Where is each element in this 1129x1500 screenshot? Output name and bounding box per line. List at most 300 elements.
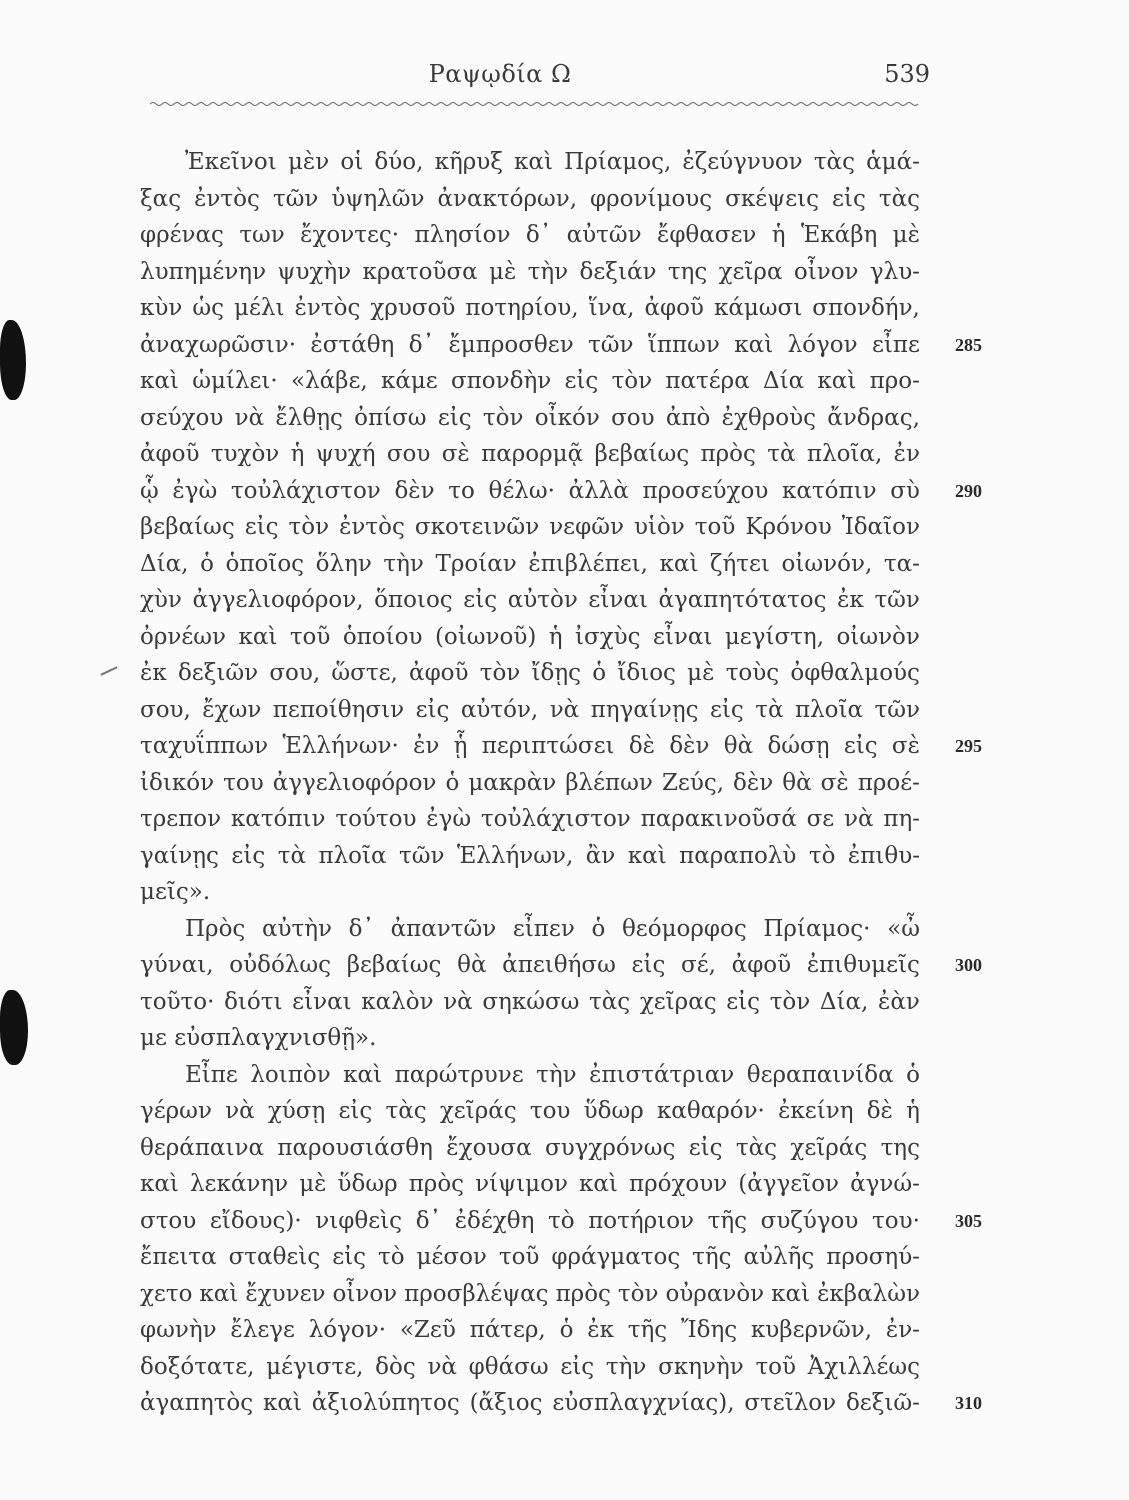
- text-line: [140, 620, 920, 654]
- word: δὲ: [866, 1098, 893, 1124]
- word: τοὐλάχιστον: [230, 477, 381, 504]
- word: πη-: [883, 806, 920, 832]
- word: τὸν: [482, 404, 524, 431]
- word: αὐτὸν: [507, 587, 578, 613]
- word: τὰς: [589, 988, 631, 1015]
- word: νίψιμον: [475, 1171, 568, 1197]
- word: σὺ: [890, 477, 920, 504]
- word: βεβαίως: [140, 514, 235, 540]
- word: νιφθεὶς: [315, 1207, 403, 1234]
- text-line: [140, 1021, 920, 1055]
- word: τῶν: [399, 842, 445, 869]
- binding-hole-top: [0, 320, 26, 400]
- word: αὐτὴν: [261, 915, 332, 942]
- word: εὐσπλαγχνισθῇ».: [174, 1025, 377, 1051]
- word: νὰ: [549, 696, 580, 723]
- line-number-285: 285: [955, 334, 982, 355]
- word: εἰς: [231, 842, 266, 869]
- text-line: [140, 802, 920, 836]
- word: τὰ: [755, 696, 784, 723]
- word: θέλω·: [488, 477, 555, 504]
- word: Δία,: [140, 550, 189, 577]
- word: ἔπειτα: [140, 1244, 217, 1270]
- word: τῆς: [692, 1244, 732, 1270]
- word: δὲν: [669, 733, 710, 759]
- word: δὲν: [394, 477, 435, 504]
- word: ὁποῖος: [225, 550, 305, 577]
- word: χεῖρας: [639, 988, 717, 1015]
- word: παρακινοῦσά: [640, 806, 797, 832]
- text-line: [140, 985, 920, 1019]
- word: ἀπαντῶν: [390, 915, 497, 942]
- word: χύσῃ: [267, 1098, 326, 1124]
- word: Δία: [762, 368, 805, 394]
- word: πρόχουν: [628, 1171, 728, 1197]
- word: ᾗ: [453, 733, 468, 759]
- word: τὸν: [288, 514, 330, 540]
- word: σέ,: [681, 952, 716, 978]
- word: ὅποιος: [374, 587, 453, 613]
- word: νὰ: [427, 1353, 457, 1380]
- word: χεῖράς: [439, 1098, 517, 1124]
- word: καὶ: [579, 1171, 618, 1197]
- word: καλὸν: [361, 988, 434, 1015]
- word: Ἴδης: [680, 1317, 738, 1343]
- word: φράγματος: [551, 1244, 681, 1270]
- word: Πρὸς: [185, 915, 246, 942]
- word: πλοῖα: [794, 696, 864, 723]
- line-number-290: 290: [955, 480, 982, 501]
- word: τὰς: [813, 149, 855, 175]
- word: σὲ: [891, 733, 920, 759]
- word: ἐχθροὺς: [721, 404, 817, 431]
- word: ἀγαπητότατος: [658, 587, 827, 613]
- word: ποτήριον: [588, 1207, 695, 1234]
- word: «ὦ: [887, 915, 920, 942]
- text-line: [140, 583, 920, 617]
- word: γύναι,: [140, 952, 214, 978]
- word: θὰ: [723, 733, 754, 759]
- word: Ἐκεῖνοι: [185, 149, 277, 175]
- word: τὴν: [536, 1061, 577, 1088]
- word: οἱ: [340, 149, 364, 175]
- word: ἔχυνεν: [245, 1280, 326, 1307]
- word: κρατοῦσα: [362, 258, 478, 285]
- word: λόγον·: [308, 1317, 387, 1343]
- word: ἀφοῦ: [731, 952, 792, 978]
- word: σταθεὶς: [228, 1244, 321, 1270]
- word: καὶ: [263, 1390, 302, 1416]
- word: προσβλέψας: [404, 1280, 549, 1307]
- line-number-310: 310: [955, 1393, 982, 1413]
- word: Πρίαμος·: [763, 915, 871, 942]
- word: μεῖς».: [140, 879, 211, 905]
- word: δεξιάν: [579, 258, 657, 285]
- word: «λάβε,: [290, 368, 368, 394]
- word: νὰ: [844, 806, 874, 832]
- word: (ἄξιος: [469, 1390, 543, 1416]
- word: ἀφοῦ: [644, 295, 704, 321]
- text-line: [140, 1350, 920, 1384]
- word: ἄνδρας,: [827, 404, 920, 431]
- word: ὁ: [445, 769, 460, 796]
- word: δ᾿: [525, 222, 552, 248]
- word: ἡ: [771, 222, 786, 248]
- word: οἶνον: [332, 1280, 398, 1307]
- word: ἐντὸς: [194, 185, 260, 212]
- word: ἐν-: [885, 1317, 920, 1343]
- word: σου,: [269, 660, 321, 686]
- word: ἀφοῦ: [140, 441, 200, 467]
- text-line: [140, 401, 920, 435]
- text-line: [140, 510, 920, 544]
- word: ἔφθασεν: [656, 222, 757, 248]
- word: νὰ: [225, 1098, 255, 1124]
- word: το: [448, 477, 475, 504]
- word: ἐπιθυ-: [847, 842, 920, 869]
- word: του·: [872, 1207, 920, 1234]
- text-line: [140, 948, 920, 982]
- word: παρορμᾷ: [481, 441, 584, 467]
- text-line: [140, 547, 920, 581]
- word: εἰς: [560, 1353, 595, 1380]
- word: καὶ: [140, 1171, 179, 1197]
- word: εἰς: [437, 404, 472, 431]
- word: μὲ: [489, 258, 517, 285]
- text-line: [140, 766, 920, 800]
- word: ἐπιστάτριαν: [589, 1061, 735, 1088]
- text-line: [140, 839, 920, 873]
- text-line: [140, 1240, 920, 1274]
- word: αὐλῆς: [743, 1244, 815, 1270]
- word: καὶ: [140, 368, 179, 394]
- word: τοῦ: [755, 1353, 796, 1380]
- word: τῆς: [707, 1207, 748, 1234]
- word: της: [667, 258, 708, 285]
- word: τούτου: [335, 806, 417, 832]
- word: προσηύ-: [826, 1244, 920, 1270]
- word: ἀνακτόρων,: [437, 185, 578, 212]
- word: οὐδόλως: [229, 952, 332, 978]
- word: ἐν: [413, 733, 440, 759]
- word: ταχυΐππων: [140, 733, 269, 759]
- word: τῶν: [272, 185, 319, 212]
- word: ὁ: [906, 1061, 920, 1088]
- word: καὶ: [771, 1280, 811, 1307]
- text-line: [140, 437, 920, 471]
- word: σκοτεινῶν: [414, 514, 540, 540]
- word: εἶναι: [652, 623, 713, 650]
- word: σὲ: [441, 441, 470, 467]
- word: ὀρνέων: [140, 623, 227, 650]
- word: ὁ: [200, 550, 214, 577]
- word: ψυχὴν: [277, 258, 352, 285]
- word: σὲ: [820, 769, 849, 796]
- page-number: 539: [884, 60, 930, 88]
- header-wavy-rule: [150, 101, 920, 107]
- word: ἡ: [906, 1098, 920, 1124]
- text-line: [140, 474, 920, 508]
- word: παραπολὺ: [679, 842, 797, 869]
- word: εἶπε: [871, 331, 920, 358]
- line-number-305: 305: [955, 1210, 982, 1231]
- word: ὑψηλῶν: [331, 185, 425, 212]
- word: δὲ: [628, 733, 656, 759]
- word: δ᾿: [408, 331, 435, 358]
- word: ἀπειθήσω: [502, 952, 616, 978]
- word: περιπτώσει: [481, 733, 615, 759]
- word: θὰ: [782, 769, 812, 796]
- word: τὴν: [383, 550, 424, 577]
- word: ὅλην: [315, 550, 372, 577]
- text-line: [140, 1313, 920, 1347]
- word: πρὸς: [700, 441, 756, 467]
- word: τῶν: [874, 587, 920, 613]
- word: «Ζεῦ: [399, 1317, 456, 1343]
- page-header-title: Ραψῳδία Ω: [428, 60, 572, 88]
- word: χρυσοῦ: [370, 295, 456, 321]
- word: τοῦτο·: [140, 988, 215, 1015]
- word: (οἰωνοῦ): [434, 623, 537, 650]
- word: γαίνῃς: [140, 842, 219, 869]
- word: παρουσιάσθη: [277, 1134, 433, 1161]
- word: καὶ: [514, 149, 553, 175]
- word: αὐτῶν: [566, 222, 642, 248]
- word: συγχρόνως: [545, 1134, 676, 1161]
- word: εἰς: [332, 1244, 367, 1270]
- word: ὡς: [192, 295, 225, 321]
- word: εἰς: [688, 1134, 723, 1161]
- word: τοὺς: [725, 660, 780, 686]
- word: εἴδους)·: [209, 1207, 302, 1234]
- text-line: [185, 912, 920, 946]
- word: εἰς: [244, 514, 279, 540]
- word: εἰς: [726, 988, 761, 1015]
- word: χὺν: [140, 587, 182, 613]
- word: ἐκείνη: [778, 1098, 854, 1124]
- word: Πρίαμος,: [564, 149, 672, 175]
- word: ἀγγελιοφόρον: [272, 769, 437, 796]
- word: τῶν: [588, 331, 634, 358]
- text-line: [140, 1386, 920, 1420]
- word: γλυ-: [869, 258, 920, 285]
- word: σεύχου: [140, 404, 224, 431]
- line-number-300: 300: [955, 955, 982, 975]
- word: εἶπεν: [512, 915, 575, 942]
- word: των: [239, 222, 285, 248]
- word: ὀπίσω: [354, 404, 427, 431]
- word: ἐκβαλὼν: [817, 1280, 920, 1307]
- word: πλησίον: [414, 222, 511, 248]
- word: ἀξιολύπητος: [311, 1390, 460, 1416]
- word: του: [529, 1098, 571, 1124]
- word: βλέπων: [565, 769, 653, 796]
- word: σηκώσω: [482, 988, 580, 1015]
- word: γέρων: [140, 1098, 212, 1124]
- word: τὴν: [527, 258, 569, 285]
- word: κὺν: [140, 295, 183, 321]
- word: τὰς: [878, 185, 920, 212]
- word: ἀλλὰ: [568, 477, 629, 504]
- word: ὕδωρ: [337, 1171, 398, 1197]
- word: βεβαίως: [594, 441, 690, 467]
- text-line: [140, 693, 920, 727]
- word: εἰς: [338, 1098, 373, 1124]
- word: Τροίαν: [435, 550, 517, 577]
- word: κῆρυξ: [434, 149, 503, 175]
- word: τὰ: [767, 441, 796, 467]
- word: ἐπιθυμεῖς: [806, 952, 920, 978]
- word: οἰωνὸν: [836, 623, 920, 650]
- word: Ζεύς,: [661, 769, 725, 796]
- word: ἀναχωρῶσιν·: [140, 331, 297, 358]
- word: ὕδωρ: [583, 1098, 644, 1124]
- word: Εἶπε: [185, 1061, 238, 1088]
- word: ἐκ: [587, 1317, 614, 1343]
- word: μὲ: [687, 660, 715, 686]
- word: οἶνον: [793, 258, 859, 285]
- margin-mark: [100, 666, 117, 675]
- word: εἰς: [415, 696, 450, 723]
- word: πατέρα: [665, 368, 750, 394]
- word: σου: [611, 404, 655, 431]
- word: χεῖράς: [790, 1134, 868, 1161]
- word: μακρὰν: [468, 769, 557, 796]
- text-line: [140, 328, 920, 362]
- word: ἐντὸς: [294, 295, 361, 321]
- text-line: [140, 255, 920, 289]
- word: ἔχοντες·: [300, 222, 400, 248]
- word: καθαρόν·: [656, 1098, 765, 1124]
- word: ὁποίου: [342, 623, 423, 650]
- word: ἔλεγε: [230, 1317, 295, 1343]
- word: Ἀχιλλέως: [807, 1353, 920, 1380]
- word: δώσῃ: [767, 733, 830, 759]
- text-line: [140, 1277, 920, 1311]
- word: τοὐλάχιστον: [480, 806, 631, 832]
- text-line: [185, 145, 920, 179]
- word: ἀγνώ-: [850, 1171, 920, 1197]
- text-line: [140, 729, 920, 763]
- word: (ἀγγεῖον: [738, 1171, 840, 1197]
- word: ἐντὸς: [339, 514, 405, 540]
- word: μεγίστη,: [724, 623, 825, 650]
- word: καὶ: [817, 368, 857, 394]
- word: δ᾿: [415, 1207, 442, 1234]
- text-line: [140, 291, 920, 325]
- word: φθάσω: [468, 1353, 549, 1380]
- word: λεκάνην: [189, 1171, 289, 1197]
- word: καὶ: [627, 842, 667, 869]
- word: ψυχή: [315, 441, 376, 467]
- word: τὸ: [808, 842, 836, 869]
- word: εἶναι: [588, 587, 648, 613]
- word: προσεύχου: [642, 477, 769, 504]
- word: ἐστάθη: [310, 331, 395, 358]
- word: μέγιστε,: [266, 1353, 364, 1380]
- word: ὁ: [592, 660, 607, 686]
- word: ἀπὸ: [665, 404, 711, 431]
- word: πρὸς: [408, 1171, 465, 1197]
- word: καὶ: [734, 331, 774, 358]
- word: εἰς: [709, 696, 744, 723]
- line-number-295: 295: [955, 736, 982, 756]
- word: ἀγαπητὸς: [140, 1390, 254, 1416]
- word: ἔλθῃς: [275, 404, 343, 431]
- word: ἡ: [548, 623, 563, 650]
- word: τα-: [883, 550, 920, 577]
- word: τὴν: [605, 1353, 647, 1380]
- word: δεξιῶ-: [845, 1390, 920, 1416]
- word: τὸν: [769, 988, 811, 1015]
- word: ἰσχὺς: [574, 623, 641, 650]
- word: ἂν: [585, 842, 616, 869]
- word: ὥστε,: [331, 660, 398, 686]
- word: τοῦ: [289, 623, 331, 650]
- word: δοξότατε,: [140, 1353, 255, 1380]
- word: βεβαίως: [346, 952, 442, 978]
- word: καὶ: [238, 623, 278, 650]
- word: μέσον: [416, 1244, 487, 1270]
- word: κυβερνῶν,: [750, 1317, 873, 1343]
- word: οὐρανὸν: [665, 1280, 765, 1307]
- word: πλοῖα: [318, 842, 387, 869]
- word: ἔμπροσθεν: [448, 331, 574, 358]
- word: εἰς: [631, 952, 666, 978]
- word: τὰ: [277, 842, 306, 869]
- word: εὐσπλαγχνίας),: [552, 1390, 735, 1416]
- word: ἐδέχθη: [454, 1207, 535, 1234]
- word: τὸν: [479, 660, 521, 686]
- word: τὸν: [617, 1280, 659, 1307]
- word: ἐκ: [140, 660, 167, 686]
- word: ξας: [140, 185, 182, 212]
- word: πλοῖα,: [806, 441, 883, 467]
- word: ποτηρίου,: [465, 295, 579, 321]
- word: ἐν: [893, 441, 920, 467]
- word: λυπημένην: [140, 258, 267, 285]
- word: στου: [140, 1207, 197, 1234]
- text-line: [140, 1131, 920, 1165]
- word: τὰς: [735, 1134, 778, 1161]
- word: Ἑλλήνων·: [282, 733, 399, 759]
- word: οἶκόν: [534, 404, 600, 431]
- word: κάμε: [380, 368, 438, 394]
- word: μὲ: [299, 1171, 327, 1197]
- word: σου,: [140, 696, 191, 723]
- word: λοιπὸν: [250, 1061, 331, 1088]
- word: ἐγὼ: [426, 806, 472, 832]
- word: νὰ: [234, 404, 265, 431]
- word: εἶναι: [292, 988, 352, 1015]
- word: σπονδὴν: [450, 368, 552, 394]
- text-line: [140, 1094, 920, 1128]
- word: ᾧ: [140, 477, 159, 504]
- word: διότι: [224, 988, 283, 1015]
- word: τοῦ: [694, 514, 736, 540]
- word: κατόπιν: [230, 806, 326, 832]
- word: ἔχων: [202, 696, 262, 723]
- text-line: [140, 656, 920, 690]
- word: εἰς: [832, 185, 866, 212]
- word: Ἑλλήνων,: [456, 842, 574, 869]
- word: τρεπον: [140, 806, 222, 832]
- word: τὸν: [611, 368, 653, 394]
- word: τὸ: [547, 1207, 575, 1234]
- word: σε: [806, 806, 835, 832]
- word: μὲ: [892, 222, 920, 248]
- word: σκέψεις: [725, 185, 820, 212]
